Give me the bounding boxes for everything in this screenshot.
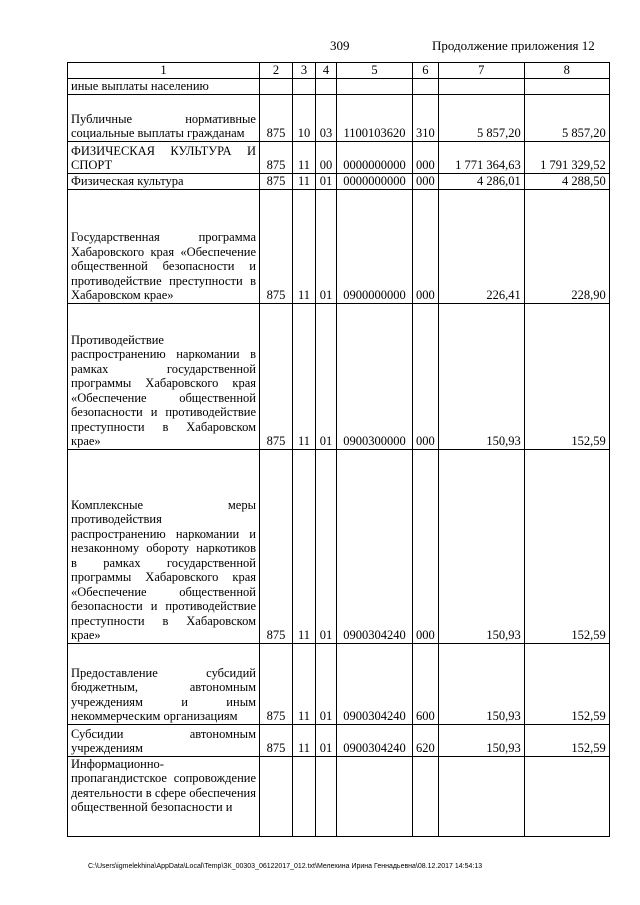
cell-admin-code: 875 — [260, 94, 293, 141]
cell-target-code: 0000000000 — [337, 173, 413, 189]
cell-section: 11 — [293, 724, 316, 756]
row-name: Комплексные меры противодействия распространению наркомании и незаконному обороту наркотиков в рамках государственной программы Хабаровского края «Обеспечение общественной безопасности и противодействие преступности в Хабаровском крае» — [68, 449, 260, 643]
cell-section: 10 — [293, 94, 316, 141]
cell-admin-code: 875 — [260, 141, 293, 173]
column-header: 7 — [438, 63, 524, 79]
table-header-row — [68, 63, 610, 79]
cell-amount-year2: 5 857,20 — [524, 94, 609, 141]
row-name: Государственная программа Хабаровского края «Обеспечение общественной безопасности и противодействие преступности в Хабаровском крае» — [68, 189, 260, 303]
column-header: 1 — [68, 63, 260, 79]
cell-expense-type: 000 — [413, 189, 439, 303]
cell-section: 11 — [293, 141, 316, 173]
cell-admin-code — [260, 756, 293, 836]
column-header: 3 — [293, 63, 316, 79]
cell-admin-code: 875 — [260, 173, 293, 189]
cell-admin-code: 875 — [260, 449, 293, 643]
cell-amount-year2: 228,90 — [524, 189, 609, 303]
table-row — [68, 141, 610, 173]
cell-amount-year1: 5 857,20 — [438, 94, 524, 141]
table-row — [68, 94, 610, 141]
cell-expense-type: 600 — [413, 643, 439, 724]
page-number: 309 — [330, 38, 350, 53]
cell-subsection: 01 — [316, 643, 337, 724]
cell-amount-year2: 152,59 — [524, 303, 609, 449]
cell-subsection — [316, 78, 337, 94]
cell-subsection: 01 — [316, 724, 337, 756]
cell-amount-year1: 150,93 — [438, 449, 524, 643]
cell-amount-year2: 1 791 329,52 — [524, 141, 609, 173]
cell-expense-type — [413, 756, 439, 836]
cell-expense-type: 310 — [413, 94, 439, 141]
cell-subsection — [316, 756, 337, 836]
row-name: Противодействие распространению наркомании в рамках государственной программы Хабаровского края «Обеспечение общественной безопасности и противодействие преступности в Хабаровском крае» — [68, 303, 260, 449]
cell-amount-year1 — [438, 756, 524, 836]
cell-expense-type: 000 — [413, 173, 439, 189]
column-header: 5 — [337, 63, 413, 79]
table-row — [68, 78, 610, 94]
table-row — [68, 756, 610, 836]
row-name: иные выплаты населению — [68, 78, 260, 94]
cell-target-code: 0900300000 — [337, 303, 413, 449]
cell-amount-year1 — [438, 78, 524, 94]
cell-target-code: 1100103620 — [337, 94, 413, 141]
row-name: Публичные нормативные социальные выплаты гражданам — [68, 94, 260, 141]
cell-admin-code: 875 — [260, 189, 293, 303]
column-header: 6 — [413, 63, 439, 79]
column-header: 8 — [524, 63, 609, 79]
cell-subsection: 01 — [316, 173, 337, 189]
table-row — [68, 189, 610, 303]
table-row — [68, 643, 610, 724]
cell-subsection: 01 — [316, 189, 337, 303]
cell-target-code — [337, 756, 413, 836]
cell-amount-year1: 150,93 — [438, 643, 524, 724]
cell-expense-type: 620 — [413, 724, 439, 756]
budget-table — [67, 62, 610, 837]
cell-expense-type: 000 — [413, 449, 439, 643]
cell-amount-year1: 1 771 364,63 — [438, 141, 524, 173]
cell-section — [293, 756, 316, 836]
row-name: Предоставление субсидий бюджетным, автономным учреждениям и иным некоммерческим организациям — [68, 643, 260, 724]
row-name: Информационно-пропагандистское сопровождение деятельности в сфере обеспечения общественной безопасности и — [68, 756, 260, 836]
cell-subsection: 01 — [316, 303, 337, 449]
cell-subsection: 00 — [316, 141, 337, 173]
row-name: Физическая культура — [68, 173, 260, 189]
table-row — [68, 449, 610, 643]
column-header: 2 — [260, 63, 293, 79]
cell-target-code: 0900304240 — [337, 643, 413, 724]
cell-subsection: 01 — [316, 449, 337, 643]
cell-section: 11 — [293, 449, 316, 643]
file-path-footer: C:\Users\igmelekhina\AppData\Local\Temp\ЗК_00303_06122017_012.txt\Мелехина Ирина Геннадьевна\08.12.2017 14:54:13 — [88, 863, 483, 870]
cell-target-code — [337, 78, 413, 94]
cell-expense-type: 000 — [413, 141, 439, 173]
cell-section: 11 — [293, 173, 316, 189]
cell-admin-code — [260, 78, 293, 94]
cell-section: 11 — [293, 643, 316, 724]
cell-target-code: 0900304240 — [337, 724, 413, 756]
cell-section: 11 — [293, 189, 316, 303]
cell-expense-type: 000 — [413, 303, 439, 449]
column-header: 4 — [316, 63, 337, 79]
cell-amount-year1: 226,41 — [438, 189, 524, 303]
table-row — [68, 724, 610, 756]
table-row — [68, 303, 610, 449]
cell-amount-year1: 150,93 — [438, 303, 524, 449]
table-row — [68, 173, 610, 189]
cell-amount-year1: 4 286,01 — [438, 173, 524, 189]
appendix-continuation: Продолжение приложения 12 — [432, 38, 595, 53]
row-name: Субсидии автономным учреждениям — [68, 724, 260, 756]
cell-amount-year2: 4 288,50 — [524, 173, 609, 189]
cell-amount-year2: 152,59 — [524, 643, 609, 724]
cell-target-code: 0900304240 — [337, 449, 413, 643]
cell-target-code: 0900000000 — [337, 189, 413, 303]
cell-target-code: 0000000000 — [337, 141, 413, 173]
cell-expense-type — [413, 78, 439, 94]
cell-amount-year2 — [524, 756, 609, 836]
cell-subsection: 03 — [316, 94, 337, 141]
cell-admin-code: 875 — [260, 643, 293, 724]
cell-section: 11 — [293, 303, 316, 449]
cell-admin-code: 875 — [260, 303, 293, 449]
cell-section — [293, 78, 316, 94]
cell-amount-year2 — [524, 78, 609, 94]
row-name: ФИЗИЧЕСКАЯ КУЛЬТУРА И СПОРТ — [68, 141, 260, 173]
cell-amount-year2: 152,59 — [524, 724, 609, 756]
cell-amount-year2: 152,59 — [524, 449, 609, 643]
cell-amount-year1: 150,93 — [438, 724, 524, 756]
cell-admin-code: 875 — [260, 724, 293, 756]
